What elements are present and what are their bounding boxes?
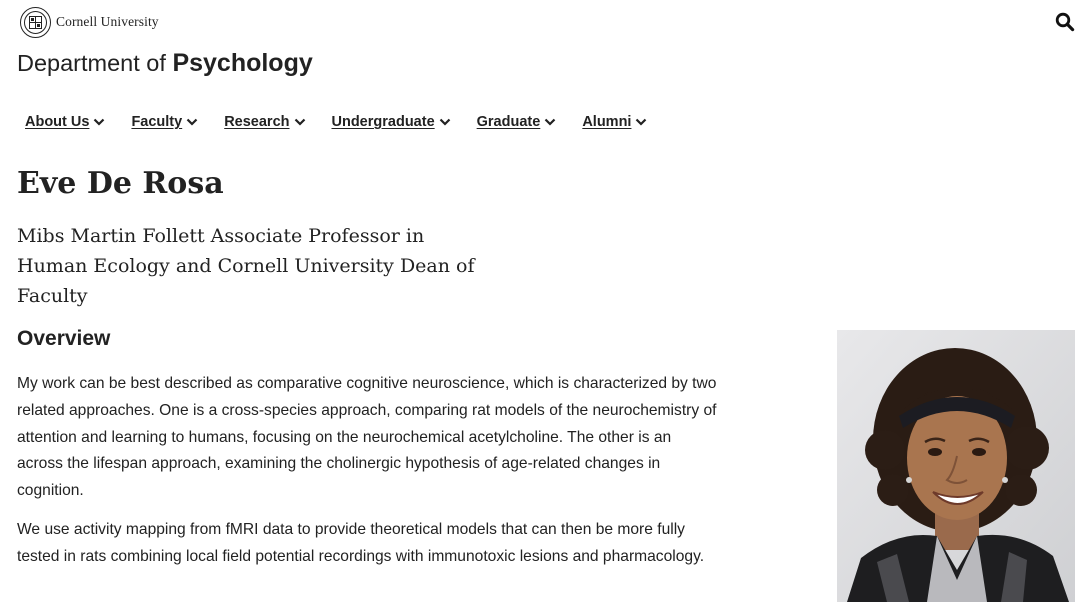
nav-item-label: About Us — [25, 114, 90, 130]
search-icon — [1055, 12, 1075, 32]
university-logo-link[interactable] — [20, 6, 159, 38]
overview-paragraph: We use activity mapping from fMRI data to provide theoretical models that can then be more fully tested in rats combining local field potential recordings with immunotoxic lesions and pharmacology. — [17, 521, 705, 565]
university-name: Cornell University — [56, 14, 159, 29]
nav-item-label: Undergraduate — [331, 114, 435, 130]
nav-item-faculty[interactable] — [131, 114, 198, 130]
chevron-down-icon — [635, 118, 647, 126]
nav-item-about-us[interactable] — [25, 114, 105, 130]
nav-item-research[interactable] — [224, 114, 305, 130]
chevron-down-icon — [186, 118, 198, 126]
nav-item-undergraduate[interactable] — [332, 114, 451, 130]
profile-job-title: Mibs Martin Follett Associate Professor in Human Ecology and Cornell University Dean of Faculty — [17, 225, 475, 307]
department-name: Psychology — [172, 49, 313, 77]
nav-item-label: Faculty — [131, 114, 183, 130]
main-navigation — [25, 114, 673, 130]
nav-item-graduate[interactable] — [477, 114, 557, 130]
chevron-down-icon — [439, 118, 451, 126]
page-title: Eve De Rosa — [17, 166, 224, 201]
nav-item-label: Graduate — [476, 114, 541, 130]
department-prefix: Department of — [17, 50, 173, 76]
chevron-down-icon — [93, 118, 105, 126]
chevron-down-icon — [294, 118, 306, 126]
cornell-seal-icon — [20, 7, 51, 38]
department-title-link[interactable] — [17, 49, 313, 78]
profile-photo — [837, 330, 1075, 602]
overview-paragraph: My work can be best described as comparative cognitive neuroscience, which is characterized by two related approaches. One is a cross-species approach, comparing rat models of the neurochemistry of attention and learning to humans, focusing on the neurochemical acetylcholine. The other is an across the lifespan approach, examining the cholinergic hypothesis of age-related changes in cognition. — [17, 375, 717, 500]
chevron-down-icon — [544, 118, 556, 126]
search-button[interactable] — [1055, 12, 1075, 32]
nav-item-label: Research — [224, 114, 290, 130]
overview-heading: Overview — [17, 327, 111, 350]
nav-item-alumni[interactable] — [582, 114, 647, 130]
nav-item-label: Alumni — [582, 114, 632, 130]
